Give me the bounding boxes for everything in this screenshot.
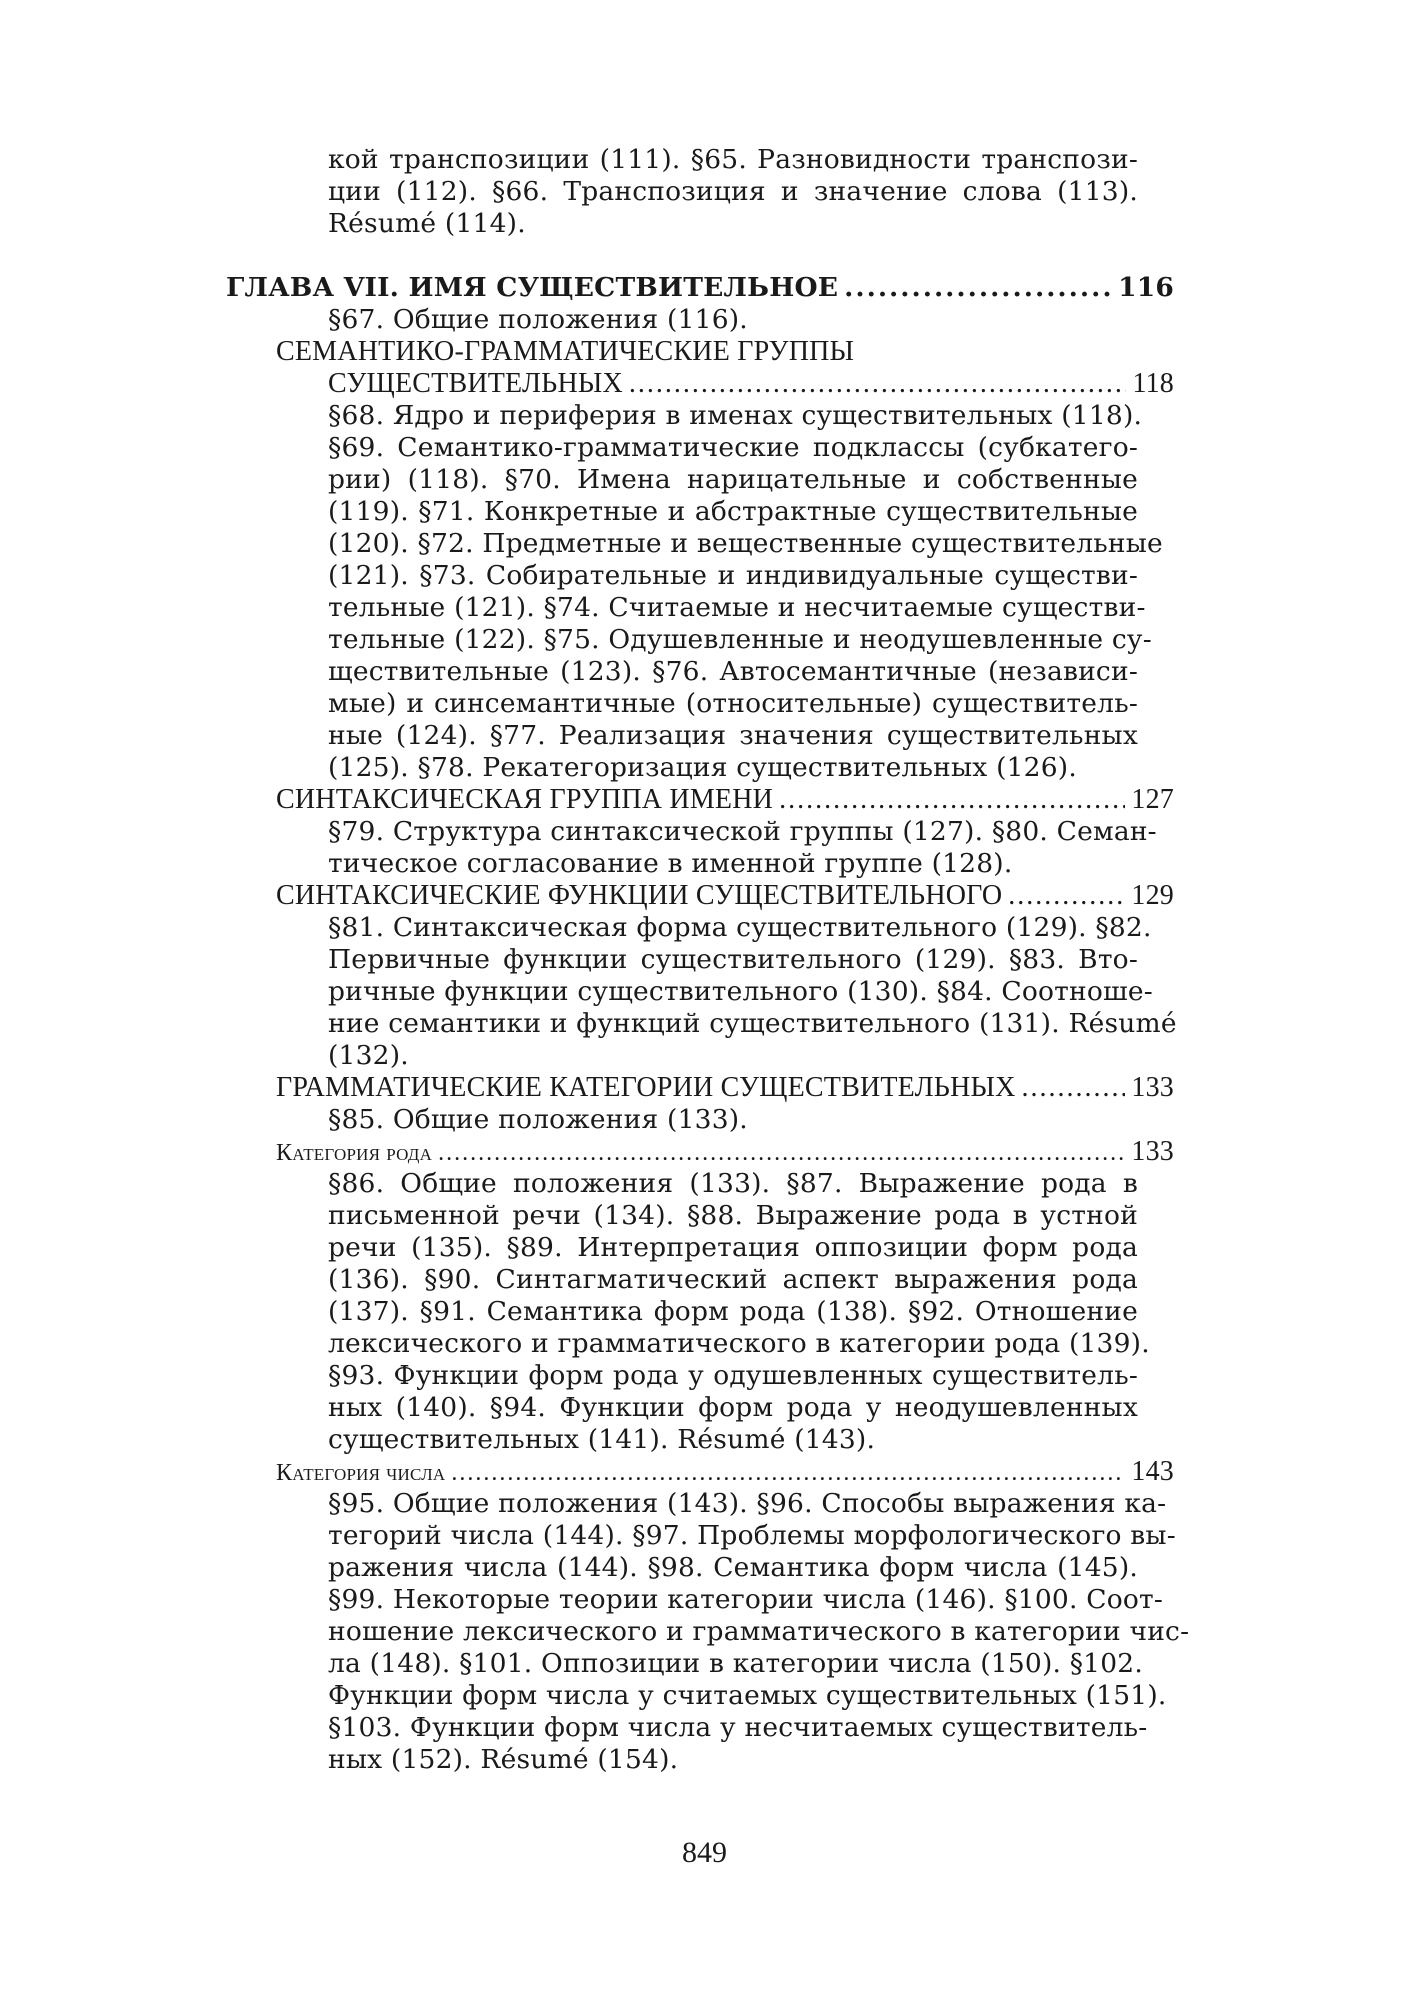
toc-text-line: Первичные функции существительного (129). §83. Вто- xyxy=(328,944,1138,975)
subsection-page-number: 133 xyxy=(1131,1136,1174,1167)
leader-dots xyxy=(438,1137,1125,1169)
toc-text-line: (137). §91. Семантика форм рода (138). §92. Отношение xyxy=(328,1296,1138,1327)
toc-text-line: кой транспозиции (111). §65. Разновидности транспози- xyxy=(328,144,1138,175)
section-page-number: 118 xyxy=(1132,368,1174,399)
toc-text-line: тическое согласование в именной группе (128). xyxy=(328,848,1013,879)
toc-text-line: ношение лексического и грамматического в категории чис- xyxy=(328,1616,1190,1647)
leader-dots xyxy=(1008,880,1125,912)
toc-text-line: Résumé (114). xyxy=(328,208,526,239)
toc-text-line: ных (152). Résumé (154). xyxy=(328,1744,679,1775)
toc-chapter-entry[interactable] xyxy=(226,272,1174,304)
toc-text-line: речи (135). §89. Интерпретация оппозиции форм рода xyxy=(328,1232,1138,1263)
toc-section-entry[interactable] xyxy=(276,880,1174,912)
toc-text-line: ние семантики и функций существительного (131). Résumé xyxy=(328,1008,1177,1039)
chapter-title: ГЛАВА VII. ИМЯ СУЩЕСТВИТЕЛЬНОЕ xyxy=(226,272,839,303)
toc-text-line: (119). §71. Конкретные и абстрактные существительные xyxy=(328,496,1138,527)
section-title: СИНТАКСИЧЕСКИЕ ФУНКЦИИ СУЩЕСТВИТЕЛЬНОГО xyxy=(276,880,1003,911)
toc-text-line: ные (124). §77. Реализация значения существительных xyxy=(328,720,1138,751)
subsection-title: Категория числа xyxy=(276,1460,446,1486)
toc-text-line: (125). §78. Рекатегоризация существительных (126). xyxy=(328,752,1077,783)
toc-text-line: (121). §73. Собирательные и индивидуальные существи- xyxy=(328,560,1138,591)
toc-text-line: ражения числа (144). §98. Семантика форм числа (145). xyxy=(328,1552,1138,1583)
toc-text-line: §86. Общие положения (133). §87. Выражение рода в xyxy=(328,1168,1138,1199)
section-title-line[interactable]: СЕМАНТИКО-ГРАММАТИЧЕСКИЕ ГРУППЫ xyxy=(276,336,855,367)
toc-text-line: §103. Функции форм числа у несчитаемых существитель- xyxy=(328,1712,1148,1743)
subsection-title: Категория рода xyxy=(276,1140,433,1166)
toc-text-line: ричные функции существительного (130). §84. Соотноше- xyxy=(328,976,1153,1007)
toc-text-line: тегорий числа (144). §97. Проблемы морфологического вы- xyxy=(328,1520,1176,1551)
page-number: 849 xyxy=(682,1836,727,1869)
section-title: СИНТАКСИЧЕСКАЯ ГРУППА ИМЕНИ xyxy=(276,784,774,815)
toc-text-line: (120). §72. Предметные и вещественные существительные xyxy=(328,528,1163,559)
toc-text-line: Функции форм числа у считаемых существительных (151). xyxy=(328,1680,1167,1711)
toc-text-line: §95. Общие положения (143). §96. Способы выражения ка- xyxy=(328,1488,1167,1519)
toc-text-line: ных (140). §94. Функции форм рода у неодушевленных xyxy=(328,1392,1138,1423)
section-title: ГРАММАТИЧЕСКИЕ КАТЕГОРИИ СУЩЕСТВИТЕЛЬНЫХ xyxy=(276,1072,1016,1103)
toc-text-line: §67. Общие положения (116). xyxy=(328,304,748,335)
toc-section-entry[interactable] xyxy=(328,368,1174,400)
toc-section-entry[interactable] xyxy=(276,1072,1174,1104)
toc-text-line: §79. Структура синтаксической группы (127). §80. Семан- xyxy=(328,816,1157,847)
leader-dots xyxy=(844,272,1112,304)
section-title: СУЩЕСТВИТЕЛЬНЫХ xyxy=(328,368,623,399)
toc-text-line: (132). xyxy=(328,1040,409,1071)
toc-text-line: лексического и грамматического в категории рода (139). xyxy=(328,1328,1150,1359)
section-page-number: 129 xyxy=(1131,880,1174,911)
toc-text-line: §85. Общие положения (133). xyxy=(328,1104,748,1135)
toc-text-line: ла (148). §101. Оппозиции в категории числа (150). §102. xyxy=(328,1648,1143,1679)
toc-text-line: мые) и синсемантичные (относительные) существитель- xyxy=(328,688,1138,719)
section-page-number: 133 xyxy=(1131,1072,1174,1103)
subsection-page-number: 143 xyxy=(1131,1456,1174,1487)
leader-dots xyxy=(629,368,1127,400)
toc-text-line: ществительные (123). §76. Автосемантичные (независи- xyxy=(328,656,1138,687)
leader-dots xyxy=(779,784,1125,816)
toc-text-line: §93. Функции форм рода у одушевленных существитель- xyxy=(328,1360,1138,1391)
toc-section-entry[interactable] xyxy=(276,784,1174,816)
leader-dots xyxy=(451,1457,1125,1489)
section-page-number: 127 xyxy=(1131,784,1174,815)
toc-text-line: §81. Синтаксическая форма существительного (129). §82. xyxy=(328,912,1152,943)
toc-text-line: письменной речи (134). §88. Выражение рода в устной xyxy=(328,1200,1138,1231)
toc-text-line: §68. Ядро и периферия в именах существительных (118). xyxy=(328,400,1143,431)
leader-dots xyxy=(1022,1072,1126,1104)
toc-text-line: рии) (118). §70. Имена нарицательные и собственные xyxy=(328,464,1138,495)
toc-text-line: ции (112). §66. Транспозиция и значение слова (113). xyxy=(328,176,1138,207)
toc-text-line: (136). §90. Синтагматический аспект выражения рода xyxy=(328,1264,1138,1295)
toc-text-line: тельные (122). §75. Одушевленные и неодушевленные су- xyxy=(328,624,1152,655)
toc-subsection-entry[interactable] xyxy=(276,1136,1174,1169)
toc-text-line: §99. Некоторые теории категории числа (146). §100. Соот- xyxy=(328,1584,1164,1615)
chapter-page-number: 116 xyxy=(1118,272,1174,303)
toc-subsection-entry[interactable] xyxy=(276,1456,1174,1489)
toc-text-line: тельные (121). §74. Считаемые и несчитаемые существи- xyxy=(328,592,1146,623)
toc-text-line: §69. Семантико-грамматические подклассы (субкатего- xyxy=(328,432,1138,463)
toc-text-line: существительных (141). Résumé (143). xyxy=(328,1424,876,1455)
